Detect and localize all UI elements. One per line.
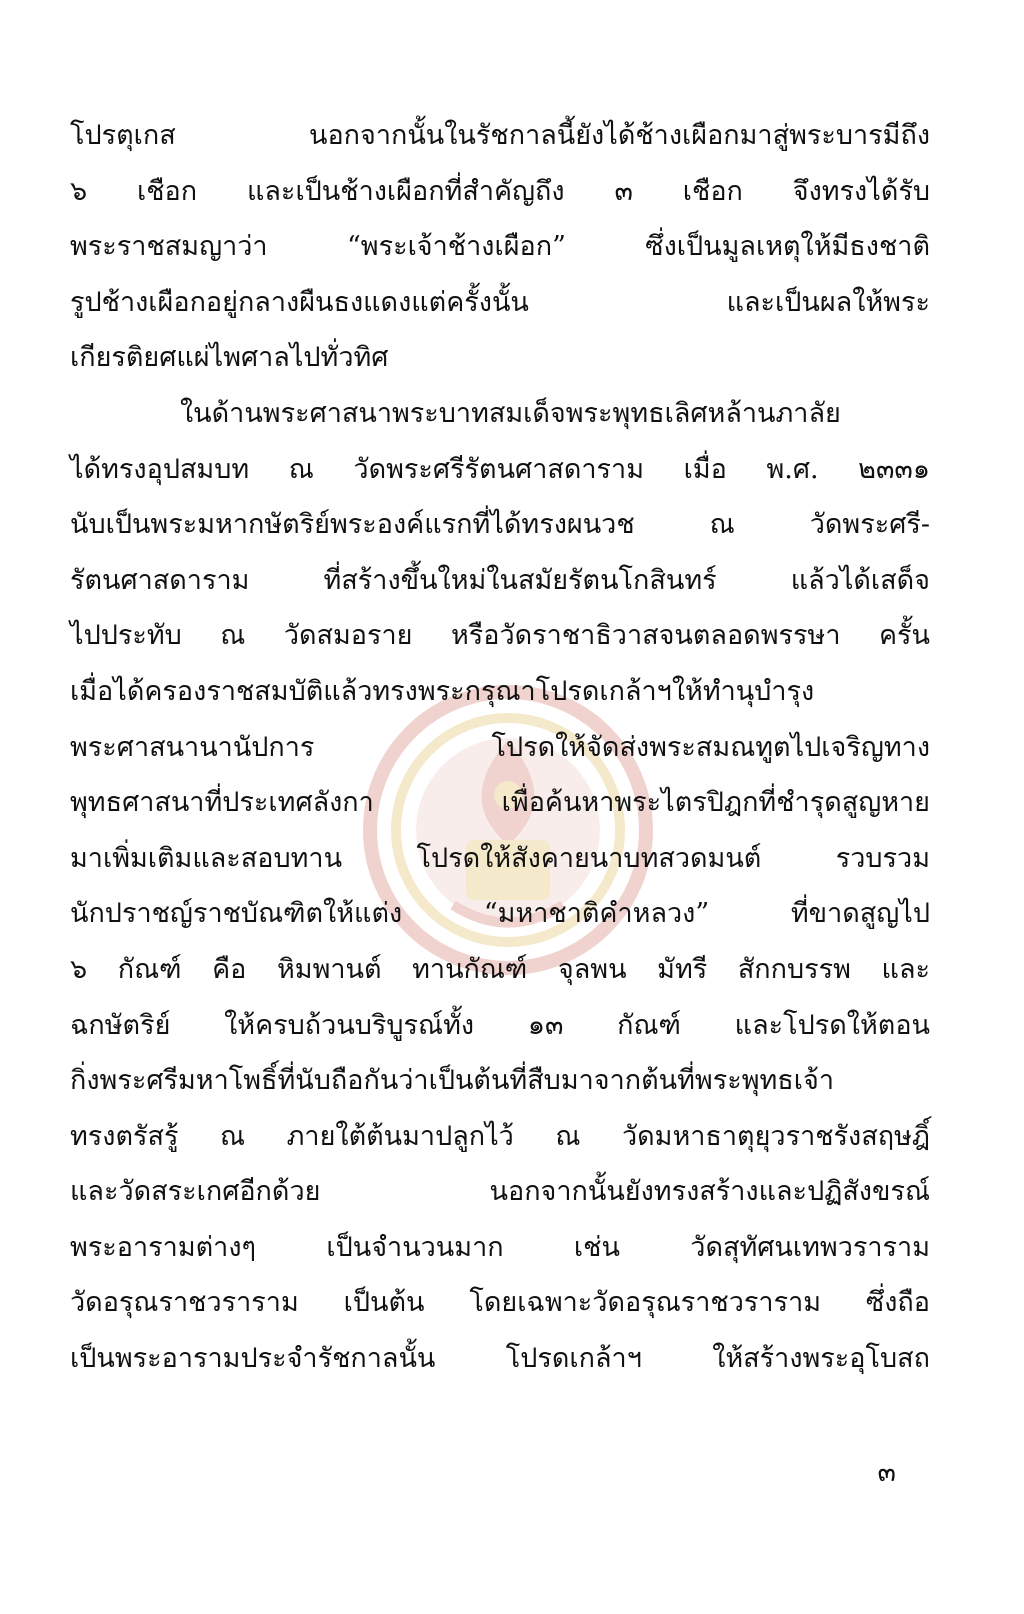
text-line: เป็นพระอารามประจำรัชกาลนั้น โปรดเกล้าฯ ให้สร้างพระอุโบสถ [70,1343,930,1375]
text-line: มาเพิ่มเติมและสอบทาน โปรดให้สังคายนาบทสวดมนต์ รวบรวม [70,842,930,874]
text-line: ฉกษัตริย์ ให้ครบถ้วนบริบูรณ์ทั้ง ๑๓ กัณฑ์ และโปรดให้ตอน [70,1009,930,1041]
text-line: รูปช้างเผือกอยู่กลางผืนธงแดงแต่ครั้งนั้น และเป็นผลให้พระ [70,286,930,318]
text-line: ในด้านพระศาสนาพระบาทสมเด็จพระพุทธเลิศหล้านภาลัย [180,397,841,429]
text-line: เกียรติยศแผ่ไพศาลไปทั่วทิศ [70,342,389,374]
text-line: ไปประทับ ณ วัดสมอราย หรือวัดราชาธิวาสจนตลอดพรรษา ครั้น [70,620,930,652]
text-line: ทรงตรัสรู้ ณ ภายใต้ต้นมาปลูกไว้ ณ วัดมหาธาตุยุวราชรังสฤษฎิ์ [70,1120,930,1152]
paragraph-2 [70,386,930,1387]
text-line: พระราชสมญาว่า “พระเจ้าช้างเผือก” ซึ่งเป็นมูลเหตุให้มีธงชาติ [70,231,930,263]
text-line: นับเป็นพระมหากษัตริย์พระองค์แรกที่ได้ทรงผนวช ณ วัดพระศรี- [70,509,930,541]
text-line: และวัดสระเกศอีกด้วย นอกจากนั้นยังทรงสร้างและปฏิสังขรณ์ [70,1176,930,1208]
paragraph-1 [70,108,930,386]
body-text [70,108,930,1387]
text-line: นักปราชญ์ราชบัณฑิตให้แต่ง “มหาชาติคำหลวง” ที่ขาดสูญไป [70,898,930,930]
text-line: เมื่อได้ครองราชสมบัติแล้วทรงพระกรุณาโปรดเกล้าฯให้ทำนุบำรุง [70,675,815,707]
text-line: พระอารามต่างๆ เป็นจำนวนมาก เช่น วัดสุทัศนเทพวราราม [70,1231,930,1263]
text-line: ๖ กัณฑ์ คือ หิมพานต์ ทานกัณฑ์ จุลพน มัทรี สักกบรรพ และ [70,953,930,985]
text-line: โปรตุเกส นอกจากนั้นในรัชกาลนี้ยังได้ช้างเผือกมาสู่พระบารมีถึง [70,120,930,151]
text-line: วัดอรุณราชวราราม เป็นต้น โดยเฉพาะวัดอรุณราชวราราม ซึ่งถือ [70,1287,930,1319]
text-line: กิ่งพระศรีมหาโพธิ์ที่นับถือกันว่าเป็นต้นที่สืบมาจากต้นที่พระพุทธเจ้า [70,1065,834,1097]
text-line: รัตนศาสดาราม ที่สร้างขึ้นใหม่ในสมัยรัตนโกสินทร์ แล้วได้เสด็จ [70,564,930,596]
text-line: ได้ทรงอุปสมบท ณ วัดพระศรีรัตนศาสดาราม เมื่อ พ.ศ. ๒๓๓๑ [70,453,930,485]
text-line: พุทธศาสนาที่ประเทศลังกา เพื่อค้นหาพระไตรปิฎกที่ชำรุดสูญหาย [70,787,930,819]
page-number: ๓ [877,1457,896,1488]
text-line: พระศาสนานานัปการ โปรดให้จัดส่งพระสมณทูตไปเจริญทาง [70,731,930,763]
text-line: ๖ เชือก และเป็นช้างเผือกที่สำคัญถึง ๓ เชือก จึงทรงได้รับ [70,175,930,207]
